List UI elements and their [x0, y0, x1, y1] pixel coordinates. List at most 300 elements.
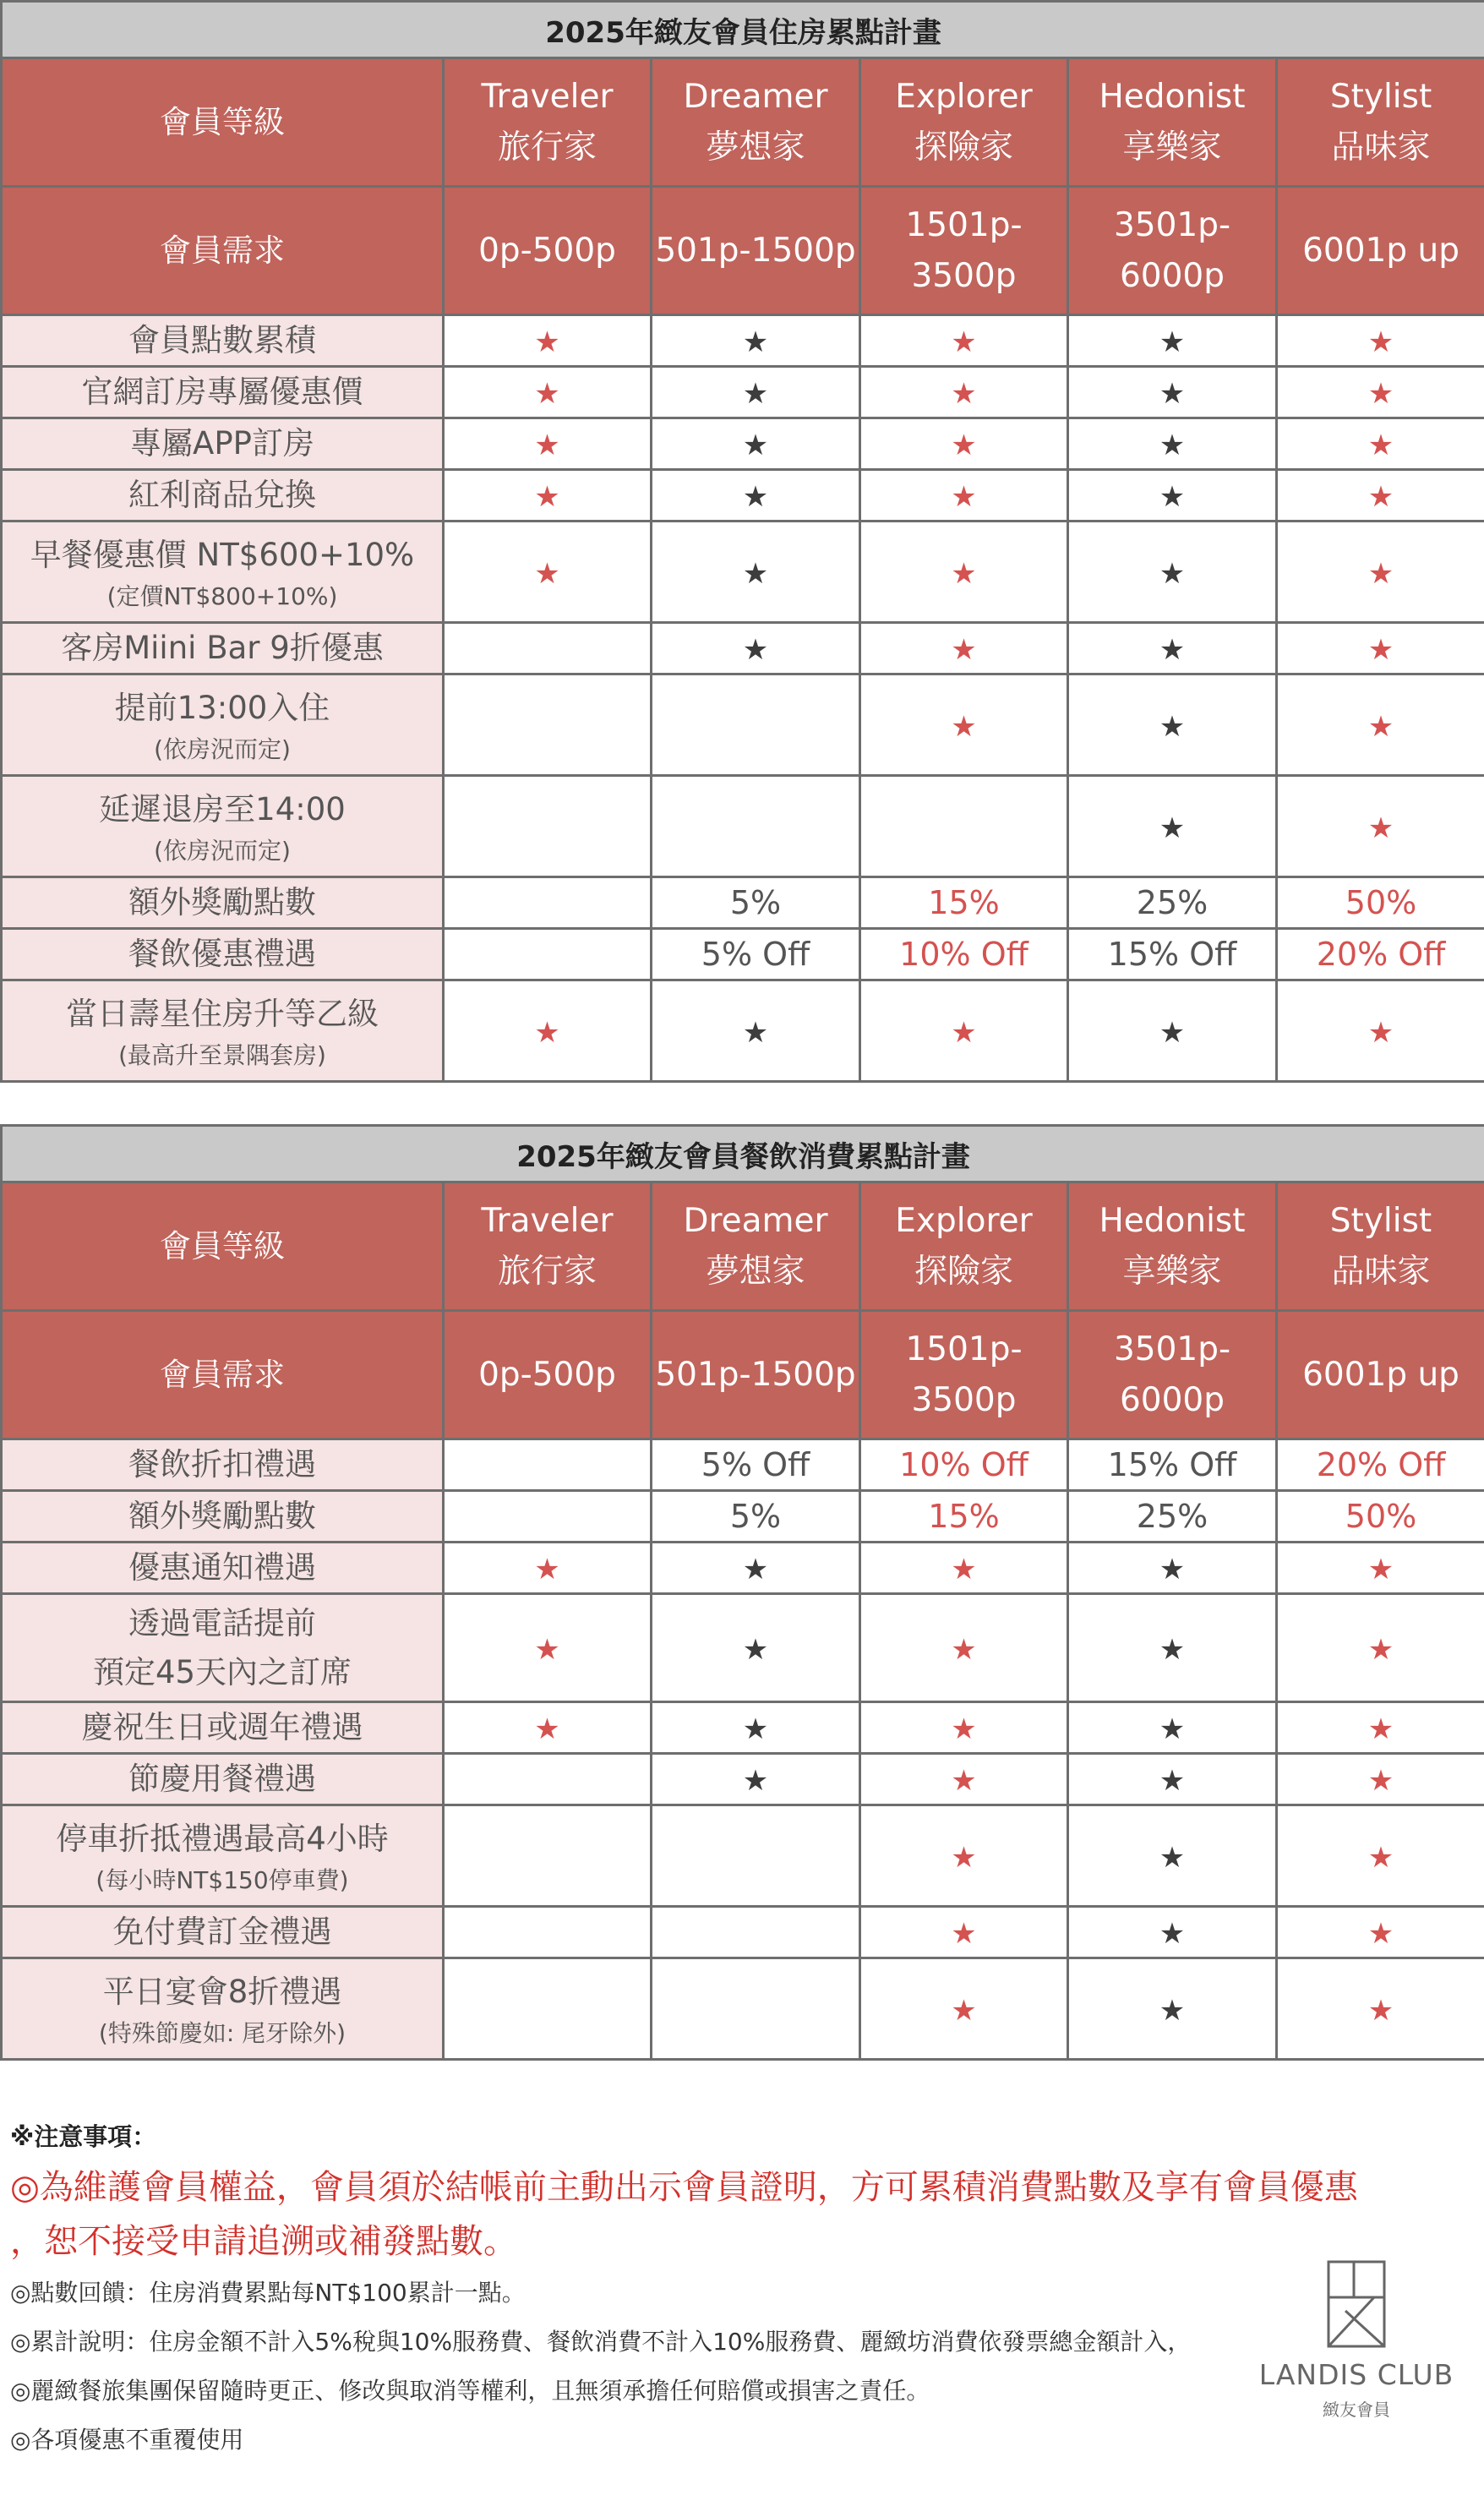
benefit-cell — [1277, 877, 1484, 929]
accommodation-plan-table — [0, 0, 1484, 1083]
star-icon: ★ — [1367, 1764, 1394, 1798]
tier-chinese-name: 旅行家 — [497, 1252, 597, 1291]
dining-plan-body — [2, 1126, 1484, 2060]
benefit-cell — [1277, 1958, 1484, 2060]
benefit-cell — [652, 1491, 860, 1543]
benefit-row — [2, 1491, 1484, 1543]
benefit-cell — [1068, 1754, 1277, 1805]
tier-english-name: Explorer — [895, 1201, 1033, 1240]
star-icon: ★ — [1367, 1632, 1394, 1667]
requirement-row — [2, 187, 1484, 315]
member-requirement-label: 會員需求 — [2, 1311, 444, 1439]
benefit-cell — [860, 418, 1068, 470]
table-title: 2025年緻友會員餐飲消費累點計畫 — [2, 1126, 1484, 1182]
benefit-cell — [652, 929, 860, 980]
benefit-label — [2, 418, 444, 470]
benefit-name: 提前13:00入住 — [114, 689, 330, 726]
star-icon: ★ — [742, 325, 769, 359]
benefit-cell — [1068, 367, 1277, 418]
member-requirement-label: 會員需求 — [2, 187, 444, 315]
benefit-label — [2, 315, 444, 367]
benefit-cell — [444, 1958, 652, 2060]
benefit-cell — [1068, 1594, 1277, 1702]
benefit-note: (定價NT$800+10%) — [106, 582, 338, 610]
benefit-cell — [860, 877, 1068, 929]
benefit-cell — [444, 521, 652, 623]
benefit-name: 專屬APP訂房 — [130, 425, 314, 461]
star-icon: ★ — [534, 480, 560, 514]
benefit-name: 延遲退房至14:00 — [99, 790, 346, 827]
benefit-cell — [1068, 1439, 1277, 1491]
benefit-cell — [1277, 1594, 1484, 1702]
tier-chinese-name: 夢想家 — [706, 128, 805, 167]
star-icon: ★ — [1159, 1632, 1186, 1667]
benefit-cell — [860, 1594, 1068, 1702]
star-icon: ★ — [1367, 480, 1394, 514]
benefit-cell — [860, 1439, 1068, 1491]
benefit-cell — [1277, 521, 1484, 623]
star-icon: ★ — [1159, 709, 1186, 744]
benefit-note: (依房況而定) — [154, 836, 291, 865]
star-icon: ★ — [951, 1553, 977, 1586]
star-icon: ★ — [1159, 556, 1186, 591]
benefit-name: 優惠通知禮遇 — [128, 1549, 316, 1586]
star-icon: ★ — [534, 377, 560, 411]
benefit-value: 25% — [1136, 884, 1208, 921]
benefit-row — [2, 1439, 1484, 1491]
tier-requirement-cell: 3501p-6000p — [1068, 1311, 1277, 1439]
benefit-row — [2, 367, 1484, 418]
benefit-row — [2, 1543, 1484, 1594]
benefit-cell — [1068, 674, 1277, 776]
star-icon: ★ — [1159, 1553, 1186, 1586]
benefit-cell — [860, 1754, 1068, 1805]
benefit-cell — [1068, 1702, 1277, 1754]
star-icon: ★ — [742, 1764, 769, 1798]
benefit-cell — [444, 1907, 652, 1958]
benefit-row — [2, 470, 1484, 521]
tier-chinese-name: 享樂家 — [1122, 128, 1222, 167]
star-icon: ★ — [534, 1632, 560, 1667]
star-icon: ★ — [1367, 1840, 1394, 1875]
tier-requirement-cell: 501p-1500p — [652, 1311, 860, 1439]
benefit-name: 免付費訂金禮遇 — [112, 1914, 332, 1950]
benefit-cell — [1068, 929, 1277, 980]
benefit-value: 15% Off — [1107, 936, 1237, 973]
benefit-cell — [652, 1754, 860, 1805]
benefit-cell — [860, 315, 1068, 367]
tier-header-cell — [444, 58, 652, 187]
benefit-cell — [1068, 1805, 1277, 1907]
member-level-label: 會員等級 — [2, 1182, 444, 1311]
tier-requirement-cell: 501p-1500p — [652, 187, 860, 315]
tier-requirement-cell: 6001p up — [1277, 1311, 1484, 1439]
tier-header-cell — [860, 1182, 1068, 1311]
star-icon: ★ — [1159, 429, 1186, 462]
benefit-cell — [652, 1594, 860, 1702]
benefit-value: 15% — [928, 884, 1000, 921]
star-icon: ★ — [951, 1993, 977, 2028]
benefit-cell — [444, 315, 652, 367]
benefit-value: 5% — [729, 884, 782, 921]
benefit-cell — [1068, 1543, 1277, 1594]
benefit-cell — [1277, 1754, 1484, 1805]
star-icon: ★ — [534, 429, 560, 462]
benefit-value: 50% — [1345, 1498, 1417, 1535]
tier-english-name: Dreamer — [683, 1201, 828, 1240]
star-icon: ★ — [1367, 1015, 1394, 1050]
star-icon: ★ — [1367, 1553, 1394, 1586]
benefit-label — [2, 1754, 444, 1805]
benefit-cell — [860, 1702, 1068, 1754]
accommodation-plan-body — [2, 2, 1484, 1082]
benefit-value: 20% Off — [1316, 936, 1446, 973]
benefit-cell — [1277, 367, 1484, 418]
benefit-cell — [444, 674, 652, 776]
note-no-combination: ◎各項優惠不重覆使用 — [10, 2426, 244, 2454]
note-rights-reserved: ◎麗緻餐旅集團保留隨時更正、修改與取消等權利，且無須承擔任何賠償或損害之責任。 — [10, 2377, 930, 2405]
star-icon: ★ — [1159, 1917, 1186, 1951]
member-level-label: 會員等級 — [2, 58, 444, 187]
benefit-cell — [1277, 929, 1484, 980]
star-icon: ★ — [951, 1917, 977, 1951]
tier-header-row — [2, 58, 1484, 187]
benefit-label — [2, 1907, 444, 1958]
tier-header-cell — [860, 58, 1068, 187]
benefit-cell — [652, 980, 860, 1082]
benefit-label — [2, 674, 444, 776]
benefit-name: 餐飲優惠禮遇 — [128, 936, 316, 972]
star-icon: ★ — [951, 429, 977, 462]
requirement-row — [2, 1311, 1484, 1439]
star-icon: ★ — [534, 1015, 560, 1050]
star-icon: ★ — [951, 1764, 977, 1798]
star-icon: ★ — [1367, 325, 1394, 359]
benefit-cell — [652, 1702, 860, 1754]
landis-club-logo — [1251, 2258, 1462, 2421]
tier-english-name: Stylist — [1329, 1201, 1432, 1240]
star-icon: ★ — [951, 1840, 977, 1875]
tier-chinese-name: 夢想家 — [706, 1252, 805, 1291]
benefit-cell — [652, 1805, 860, 1907]
tier-english-name: Traveler — [481, 77, 614, 116]
tier-chinese-name: 探險家 — [914, 1252, 1013, 1291]
benefit-name: 節慶用餐禮遇 — [128, 1761, 316, 1797]
benefit-row — [2, 315, 1484, 367]
tier-chinese-name: 品味家 — [1331, 128, 1431, 167]
star-icon: ★ — [742, 429, 769, 462]
benefit-cell — [1277, 674, 1484, 776]
star-icon: ★ — [951, 1015, 977, 1050]
benefit-label — [2, 929, 444, 980]
benefit-row — [2, 776, 1484, 877]
tier-english-name: Dreamer — [683, 77, 828, 116]
title-row — [2, 1126, 1484, 1182]
benefit-cell — [444, 980, 652, 1082]
benefit-name: 慶祝生日或週年禮遇 — [81, 1709, 363, 1745]
benefit-label — [2, 1805, 444, 1907]
note-points-rate: ◎點數回饋：住房消費累點每NT$100累計一點。 — [10, 2279, 526, 2307]
tier-requirement-cell: 6001p up — [1277, 187, 1484, 315]
star-icon: ★ — [1367, 1917, 1394, 1951]
benefit-cell — [1277, 1907, 1484, 1958]
benefit-cell — [1068, 1958, 1277, 2060]
benefit-cell — [1068, 521, 1277, 623]
benefit-cell — [652, 521, 860, 623]
tier-header-cell — [1068, 58, 1277, 187]
tier-chinese-name: 品味家 — [1331, 1252, 1431, 1291]
benefit-cell — [1277, 1543, 1484, 1594]
benefit-name: 停車折抵禮遇最高4小時 — [56, 1820, 389, 1857]
benefit-value: 5% — [729, 1498, 782, 1535]
star-icon: ★ — [951, 480, 977, 514]
benefit-label — [2, 470, 444, 521]
tier-requirement-cell: 1501p-3500p — [860, 1311, 1068, 1439]
benefit-value: 25% — [1136, 1498, 1208, 1535]
benefit-cell — [652, 315, 860, 367]
tier-english-name: Hedonist — [1099, 77, 1246, 116]
table-title: 2025年緻友會員住房累點計畫 — [2, 2, 1484, 58]
benefit-name: 紅利商品兌換 — [128, 477, 316, 513]
star-icon: ★ — [951, 325, 977, 359]
benefit-name: 額外獎勵點數 — [128, 1498, 316, 1534]
benefit-name: 早餐優惠價 NT$600+10% — [30, 536, 415, 573]
tier-header-cell — [1277, 58, 1484, 187]
star-icon: ★ — [742, 480, 769, 514]
benefit-cell — [652, 367, 860, 418]
benefit-cell — [860, 776, 1068, 877]
benefit-value: 15% — [928, 1498, 1000, 1535]
tier-chinese-name: 享樂家 — [1122, 1252, 1222, 1291]
benefit-row — [2, 929, 1484, 980]
benefit-row — [2, 980, 1484, 1082]
benefit-name: 餐飲折扣禮遇 — [128, 1446, 316, 1483]
benefit-name: 會員點數累積 — [128, 322, 316, 358]
benefit-cell — [1277, 1491, 1484, 1543]
benefit-note: (每小時NT$150停車費) — [95, 1865, 349, 1894]
benefit-cell — [860, 1543, 1068, 1594]
tier-requirement-cell: 0p-500p — [444, 187, 652, 315]
benefit-cell — [1068, 776, 1277, 877]
benefit-label — [2, 1958, 444, 2060]
benefit-cell — [652, 1543, 860, 1594]
note-calculation: ◎累計說明：住房金額不計入5%稅與10%服務費、餐飲消費不計入10%服務費、麗緻坊消費依發票總金額計入， — [10, 2328, 1192, 2356]
tier-requirement-cell: 1501p-3500p — [860, 187, 1068, 315]
star-icon: ★ — [742, 1712, 769, 1746]
star-icon: ★ — [1367, 633, 1394, 667]
star-icon: ★ — [1159, 633, 1186, 667]
benefit-row — [2, 623, 1484, 674]
star-icon: ★ — [1367, 811, 1394, 845]
star-icon: ★ — [1159, 480, 1186, 514]
benefit-value: 10% Off — [899, 936, 1028, 973]
benefit-row — [2, 877, 1484, 929]
benefit-cell — [444, 1439, 652, 1491]
benefit-cell — [444, 1754, 652, 1805]
benefit-cell — [444, 1702, 652, 1754]
benefit-name: 透過電話提前 — [128, 1604, 316, 1641]
benefit-cell — [444, 470, 652, 521]
benefit-cell — [1277, 315, 1484, 367]
star-icon: ★ — [534, 1553, 560, 1586]
benefit-row — [2, 1594, 1484, 1702]
tier-header-row — [2, 1182, 1484, 1311]
benefit-label — [2, 1543, 444, 1594]
tier-header-cell — [1068, 1182, 1277, 1311]
benefit-label — [2, 1439, 444, 1491]
benefit-row — [2, 521, 1484, 623]
logo-sub-text: 緻友會員 — [1323, 2400, 1390, 2420]
benefit-cell — [1068, 1907, 1277, 1958]
benefit-cell — [652, 877, 860, 929]
benefit-cell — [444, 1805, 652, 1907]
benefit-cell — [1277, 776, 1484, 877]
tier-header-cell — [652, 58, 860, 187]
tier-english-name: Hedonist — [1099, 1201, 1246, 1240]
benefit-cell — [1068, 623, 1277, 674]
benefit-row — [2, 674, 1484, 776]
benefit-label — [2, 367, 444, 418]
benefit-row — [2, 1702, 1484, 1754]
benefit-value: 20% Off — [1316, 1446, 1446, 1483]
star-icon: ★ — [1367, 709, 1394, 744]
benefit-cell — [860, 1907, 1068, 1958]
benefit-cell — [1068, 877, 1277, 929]
benefit-cell — [652, 1907, 860, 1958]
star-icon: ★ — [1159, 1712, 1186, 1746]
tier-english-name: Traveler — [481, 1201, 614, 1240]
benefit-cell — [1068, 315, 1277, 367]
benefit-name: 官網訂房專屬優惠價 — [81, 374, 363, 410]
benefit-cell — [1277, 1439, 1484, 1491]
important-notice-line-2: ，恕不接受申請追溯或補發點數。 — [10, 2222, 517, 2261]
benefit-cell — [652, 1439, 860, 1491]
benefit-cell — [860, 674, 1068, 776]
benefit-cell — [1068, 418, 1277, 470]
star-icon: ★ — [742, 1015, 769, 1050]
benefit-cell — [652, 470, 860, 521]
benefit-cell — [1068, 470, 1277, 521]
star-icon: ★ — [1367, 556, 1394, 591]
star-icon: ★ — [534, 1712, 560, 1746]
tier-english-name: Stylist — [1329, 77, 1432, 116]
benefit-cell — [444, 367, 652, 418]
benefit-label — [2, 776, 444, 877]
tier-english-name: Explorer — [895, 77, 1033, 116]
benefit-cell — [652, 776, 860, 877]
benefit-cell — [444, 418, 652, 470]
benefit-value: 10% Off — [899, 1446, 1028, 1483]
benefit-row — [2, 1754, 1484, 1805]
benefit-cell — [860, 367, 1068, 418]
benefit-cell — [860, 1958, 1068, 2060]
benefit-cell — [1068, 1491, 1277, 1543]
benefit-cell — [652, 418, 860, 470]
benefit-cell — [1277, 1702, 1484, 1754]
star-icon: ★ — [1159, 325, 1186, 359]
benefit-cell — [444, 1543, 652, 1594]
benefit-label — [2, 1594, 444, 1702]
benefit-label — [2, 1702, 444, 1754]
benefit-cell — [444, 877, 652, 929]
tier-requirement-cell: 3501p-6000p — [1068, 187, 1277, 315]
star-icon: ★ — [534, 325, 560, 359]
benefit-value: 50% — [1345, 884, 1417, 921]
benefit-row — [2, 1907, 1484, 1958]
benefit-cell — [860, 980, 1068, 1082]
benefit-cell — [444, 929, 652, 980]
benefit-cell — [1277, 980, 1484, 1082]
benefit-note: (依房況而定) — [154, 734, 291, 763]
benefit-cell — [860, 521, 1068, 623]
tier-header-cell — [444, 1182, 652, 1311]
benefit-name: 當日壽星住房升等乙級 — [66, 995, 379, 1032]
benefit-cell — [1277, 623, 1484, 674]
benefit-cell — [444, 776, 652, 877]
benefit-value: 5% Off — [701, 936, 810, 973]
benefit-cell — [1277, 418, 1484, 470]
star-icon: ★ — [742, 377, 769, 411]
benefit-cell — [1068, 980, 1277, 1082]
star-icon: ★ — [951, 556, 977, 591]
benefit-row — [2, 1805, 1484, 1907]
benefit-cell — [652, 1958, 860, 2060]
benefit-name: 平日宴會8折禮遇 — [102, 1973, 342, 2010]
benefit-cell — [1277, 1805, 1484, 1907]
star-icon: ★ — [951, 633, 977, 667]
star-icon: ★ — [1159, 811, 1186, 845]
benefit-name-line-2: 預定45天內之訂席 — [92, 1653, 352, 1690]
benefit-name: 額外獎勵點數 — [128, 884, 316, 920]
benefit-cell — [860, 470, 1068, 521]
title-row — [2, 2, 1484, 58]
benefit-cell — [652, 674, 860, 776]
star-icon: ★ — [1159, 1015, 1186, 1050]
star-icon: ★ — [534, 556, 560, 591]
tier-requirement-cell: 0p-500p — [444, 1311, 652, 1439]
star-icon: ★ — [742, 1553, 769, 1586]
star-icon: ★ — [951, 709, 977, 744]
landis-monogram-icon — [1325, 2258, 1388, 2351]
benefit-cell — [860, 929, 1068, 980]
benefit-label — [2, 521, 444, 623]
important-notice-line-1: ◎為維護會員權益，會員須於結帳前主動出示會員證明，方可累積消費點數及享有會員優惠 — [10, 2168, 1358, 2207]
star-icon: ★ — [1367, 377, 1394, 411]
star-icon: ★ — [951, 1632, 977, 1667]
benefit-cell — [860, 1491, 1068, 1543]
benefit-note: (特殊節慶如: 尾牙除外) — [98, 2018, 346, 2047]
benefit-cell — [860, 623, 1068, 674]
star-icon: ★ — [742, 556, 769, 591]
benefit-label — [2, 623, 444, 674]
star-icon: ★ — [1367, 1993, 1394, 2028]
benefit-cell — [444, 1491, 652, 1543]
star-icon: ★ — [1159, 377, 1186, 411]
star-icon: ★ — [1159, 1764, 1186, 1798]
star-icon: ★ — [742, 1632, 769, 1667]
benefit-name: 客房Miini Bar 9折優惠 — [61, 630, 384, 666]
tier-header-cell — [652, 1182, 860, 1311]
benefit-value: 15% Off — [1107, 1446, 1237, 1483]
tier-header-cell — [1277, 1182, 1484, 1311]
star-icon: ★ — [1367, 429, 1394, 462]
logo-brand-text: LANDIS CLUB — [1258, 2358, 1454, 2391]
benefit-cell — [860, 1805, 1068, 1907]
benefit-value: 5% Off — [701, 1446, 810, 1483]
benefit-cell — [652, 623, 860, 674]
star-icon: ★ — [951, 1712, 977, 1746]
tier-chinese-name: 探險家 — [914, 128, 1013, 167]
